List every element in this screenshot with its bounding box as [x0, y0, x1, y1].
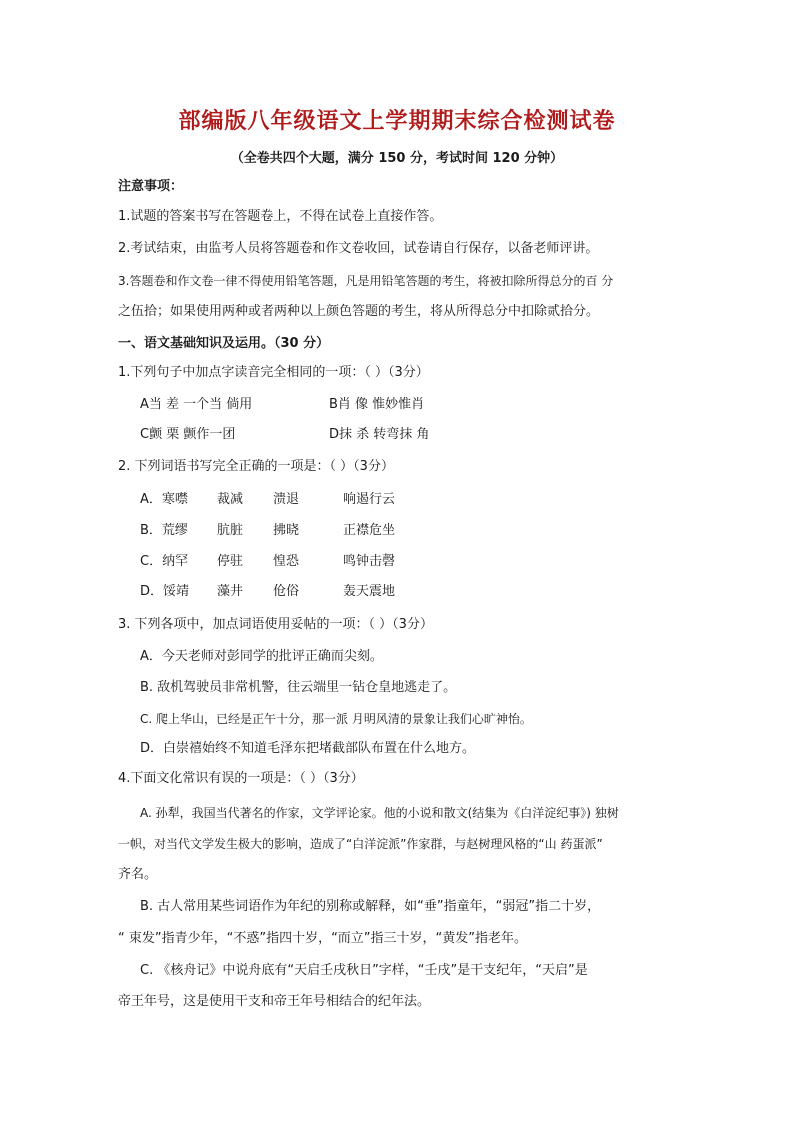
q2-c-word-1: C．纳罕 [140, 554, 189, 569]
q4-option-c-line-2: 帝王年号，这是使用干支和帝王年号相结合的纪年法。 [118, 994, 431, 1009]
note-3: 3.答题卷和作文卷一律不得使用铅笔答题，凡是用铅笔答题的考生，将被扣除所得总分的百 分 [118, 274, 614, 288]
q3-option-b: B. 敌机驾驶员非常机警，往云端里一钻仓皇地逃走了。 [140, 680, 457, 695]
q2-d-word-2: 藻井 [217, 584, 244, 599]
q4-stem: 4.下面文化常识有误的一项是：（ ）（3分） [118, 771, 364, 786]
note-2: 2.考试结束，由监考人员将答题卷和作文卷收回，试卷请自行保存，以备老师评讲。 [118, 241, 599, 256]
q4-option-b-line-1: B. 古人常用某些词语作为年纪的别称或解释，如“垂”指童年，“弱冠”指二十岁， [140, 899, 601, 914]
q1-option-d: D抹 杀 转弯抹 角 [329, 427, 430, 442]
q2-b-word-3: 拂晓 [273, 523, 300, 538]
q4-option-b-line-2: “ 束发”指青少年，“不惑”指四十岁，“而立”指三十岁，“黄发”指老年。 [118, 931, 528, 946]
q2-a-word-1: A．寒噤 [140, 492, 188, 507]
q2-a-word-4: 响遏行云 [343, 492, 396, 507]
q2-c-word-3: 惶恐 [273, 554, 300, 569]
q2-d-word-4: 轰天震地 [343, 584, 396, 599]
note-3-continued: 之伍拾；如果使用两种或者两种以上颜色答题的考生，将从所得总分中扣除贰拾分。 [118, 304, 600, 319]
q1-option-b: B肖 像 惟妙惟肖 [329, 397, 425, 412]
q2-a-word-3: 溃退 [273, 492, 300, 507]
q3-option-a: A．今天老师对彭同学的批评正确而尖刻。 [140, 649, 383, 664]
q1-stem: 1.下列句子中加点字读音完全相同的一项：（ ）（3分） [118, 365, 429, 380]
q1-option-c: C颤 栗 颤作一团 [140, 427, 236, 442]
q2-b-word-1: B．荒缪 [140, 523, 188, 538]
q2-d-word-1: D．馁靖 [140, 584, 190, 599]
notes-heading: 注意事项： [118, 179, 184, 194]
section-1-heading: 一、语文基础知识及运用。（30 分） [118, 336, 330, 351]
q2-a-word-2: 裁减 [217, 492, 244, 507]
q2-stem: 2. 下列词语书写完全正确的一项是：（ ）（3分） [118, 459, 394, 474]
note-1: 1.试题的答案书写在答题卷上，不得在试卷上直接作答。 [118, 209, 443, 224]
q2-row-a [140, 491, 395, 509]
q2-row-d [140, 583, 395, 601]
q2-b-word-2: 肮脏 [217, 523, 244, 538]
q2-row-b [140, 522, 395, 540]
q2-row-c [140, 553, 395, 571]
q2-b-word-4: 正襟危坐 [343, 523, 396, 538]
q4-option-c-line-1: C. 《核舟记》中说舟底有“天启壬戌秋日”字样，“壬戌”是干支纪年，“天启”是 [140, 963, 588, 978]
q3-option-d: D．白崇禧始终不知道毛泽东把堵截部队布置在什么地方。 [140, 741, 476, 756]
q3-option-c: C. 爬上华山，已经是正午十分，那一派 月明风清的景象让我们心旷神怡。 [140, 712, 532, 726]
page-subtitle: （全卷共四个大题，满分 150 分，考试时间 120 分钟） [230, 151, 564, 166]
q2-d-word-3: 伧俗 [273, 584, 300, 599]
q2-c-word-4: 鸣钟击磬 [343, 554, 396, 569]
q4-option-a-line-1: A. 孙犁，我国当代著名的作家，文学评论家。他的小说和散文(结集为《白洋淀纪事》) 独树 [140, 806, 619, 820]
q3-stem: 3. 下列各项中，加点词语使用妥帖的一项：（ ）（3分） [118, 617, 433, 632]
page-title: 部编版八年级语文上学期期末综合检测试卷 [178, 109, 616, 134]
q4-option-a-line-2: 一帜，对当代文学发生极大的影响，造成了“白洋淀派”作家群，与赵树理风格的“山 药蛋派” [118, 837, 603, 851]
q4-option-a-line-3: 齐名。 [118, 867, 158, 882]
q1-option-a: A当 差 一个当 倘用 [140, 397, 253, 412]
q2-c-word-2: 停驻 [217, 554, 244, 569]
